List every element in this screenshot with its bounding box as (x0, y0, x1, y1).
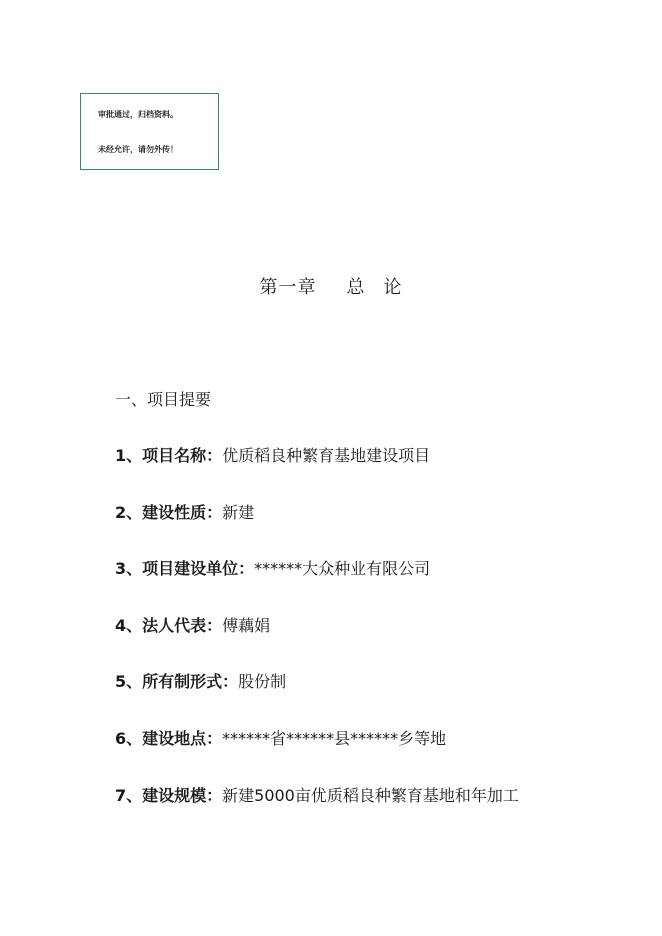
chapter-title (0, 273, 662, 299)
notice-line-2: 未经允许，请勿外传！ (98, 145, 178, 154)
item-label: 5、所有制形式： (115, 672, 239, 691)
item-legal-representative (115, 613, 270, 636)
chapter-number: 第一章 (259, 277, 317, 298)
item-value: 傅藕娟 (222, 616, 271, 635)
chapter-title-part2: 论 (383, 277, 403, 298)
item-label: 7、建设规模： (115, 786, 223, 805)
item-construction-location (115, 726, 446, 749)
section-heading: 一、项目提要 (115, 390, 212, 409)
item-label: 2、建设性质： (115, 503, 223, 522)
chapter-title-part1: 总 (346, 277, 366, 298)
item-value: ******大众种业有限公司 (254, 559, 431, 578)
notice-line-1: 审批通过，归档资料。 (98, 110, 178, 119)
item-value: 新建 (222, 503, 255, 522)
item-project-name (115, 443, 430, 466)
item-value: 新建5000亩优质稻良种繁育基地和年加工 (222, 786, 519, 805)
item-value: 股份制 (238, 672, 287, 691)
item-construction-unit (115, 556, 430, 579)
item-value: 优质稻良种繁育基地建设项目 (222, 446, 431, 465)
approval-notice-box (80, 93, 219, 170)
item-label: 1、项目名称： (115, 446, 223, 465)
item-label: 6、建设地点： (115, 729, 223, 748)
item-construction-scale (115, 783, 519, 806)
item-label: 3、项目建设单位： (115, 559, 255, 578)
item-label: 4、法人代表： (115, 616, 223, 635)
item-ownership-form (115, 669, 286, 692)
item-construction-nature (115, 500, 254, 523)
item-value: ******省******县******乡等地 (222, 729, 447, 748)
